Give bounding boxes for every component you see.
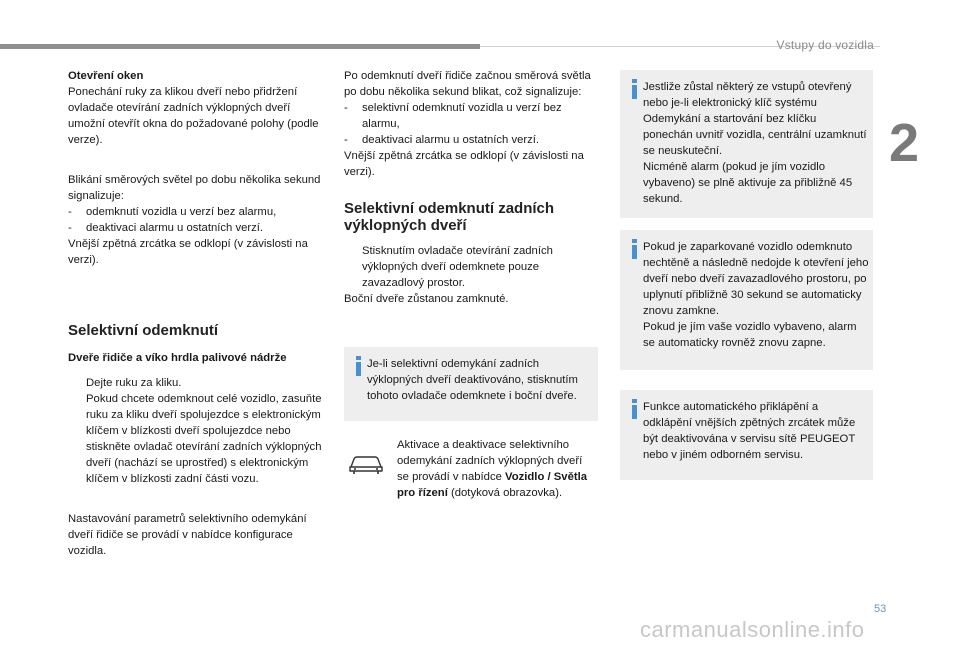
- paragraph: Po odemknutí dveří řidiče začnou směrová světla po dobu několika sekund blikat, což signalizuje:: [344, 70, 591, 98]
- info-text: Nicméně alarm (pokud je jím vozidlo vybaveno) se plně aktivuje za přibližně 45 sekund.: [643, 161, 853, 205]
- info-icon: [628, 399, 642, 419]
- header-bar: [0, 44, 480, 49]
- info-text: Je-li selektivní odemykání zadních výklopných dveří deaktivováno, stisknutím tohoto ovladače odemknete i boční dveře.: [367, 358, 578, 402]
- car-icon: [348, 453, 384, 475]
- section-heading: Selektivní odemknutí zadních výklopných dveří: [344, 200, 555, 234]
- paragraph: Vnější zpětná zrcátka se odklopí (v závislosti na verzi).: [344, 150, 584, 178]
- info-icon: [628, 239, 642, 259]
- section-title: Otevření oken: [68, 70, 144, 82]
- paragraph: Nastavování parametrů selektivního odemykání dveří řidiče se provádí v nabídce konfigurace vozidla.: [68, 513, 307, 557]
- info-text: Funkce automatického přiklápění a odklápění vnějších zpětných zrcátek může být deaktivována v servisu sítě PEUGEOT nebo v jiném odborném servisu.: [643, 401, 856, 461]
- paragraph: Blikání směrových světel po dobu několika sekund signalizuje:: [68, 174, 321, 202]
- section-heading: Selektivní odemknutí: [68, 322, 219, 339]
- info-box: [620, 70, 873, 218]
- chapter-title: Vstupy do vozidla: [776, 38, 874, 52]
- info-icon: [628, 79, 642, 99]
- list-item: - odemknutí vozidla u verzí bez alarmu,: [68, 206, 277, 218]
- paragraph: Vnější zpětná zrcátka se odklopí (v závislosti na verzi).: [68, 238, 308, 266]
- list-item: - selektivní odemknutí vozidla u verzí bez alarmu,: [344, 102, 562, 130]
- paragraph: Ponechání ruky za klikou dveří nebo přidržení ovladače otevírání zadních výklopných dveří umožní otevřít okna do požadované polohy (podle verze).: [68, 86, 319, 146]
- info-icon: [352, 356, 366, 376]
- column-1: [68, 68, 324, 559]
- list-item: Stisknutím ovladače otevírání zadních výklopných dveří odemknete pouze zavazadlový prostor.: [362, 245, 553, 289]
- car-note-text: Aktivace a deaktivace selektivního odemykání zadních výklopných dveří se provádí v nabídce Vozidlo / Světla pro řízení (dotyková obrazovka).: [397, 439, 588, 499]
- info-box: [620, 230, 873, 370]
- column-2: [344, 68, 600, 307]
- car-note: [344, 437, 600, 501]
- watermark: carmanualsonline.info: [640, 617, 865, 642]
- paragraph: Boční dveře zůstanou zamknuté.: [344, 293, 509, 305]
- list-item: Pokud chcete odemknout celé vozidlo, zasuňte ruku za kliku dveří spolujezdce s elektronickým klíčem v blízkosti dveří spolujezdce nebo stiskněte ovladač otevírání zadních výklopných dveří (nachází se uprostřed) s elektronickým klíčem v blízkosti zadní části vozu.: [86, 393, 322, 485]
- info-box: [620, 390, 873, 480]
- subheading: Dveře řidiče a víko hrdla palivové nádrže: [68, 352, 287, 364]
- chapter-number: 2: [889, 113, 920, 173]
- info-text: Pokud je jím vaše vozidlo vybaveno, alarm se automaticky rovněž znovu zapne.: [643, 321, 857, 349]
- info-text: Jestliže zůstal některý ze vstupů otevřený nebo je-li elektronický klíč systému Odemykání a startování bez klíčku ponechán uvnitř vozidla, centrální uzamknutí se neuskuteční.: [643, 81, 867, 157]
- info-text: Pokud je zaparkované vozidlo odemknuto nechtěně a následně nedojde k otevření jeho dveří nebo dveří zavazadlového prostoru, po uplynutí přibližně 30 sekund se automaticky znovu zamkne.: [643, 241, 869, 317]
- list-item: - deaktivaci alarmu u ostatních verzí.: [68, 222, 264, 234]
- info-box: [344, 347, 598, 421]
- list-item: Dejte ruku za kliku.: [86, 377, 182, 389]
- list-item: - deaktivaci alarmu u ostatních verzí.: [344, 134, 540, 146]
- page-number: 53: [874, 603, 887, 615]
